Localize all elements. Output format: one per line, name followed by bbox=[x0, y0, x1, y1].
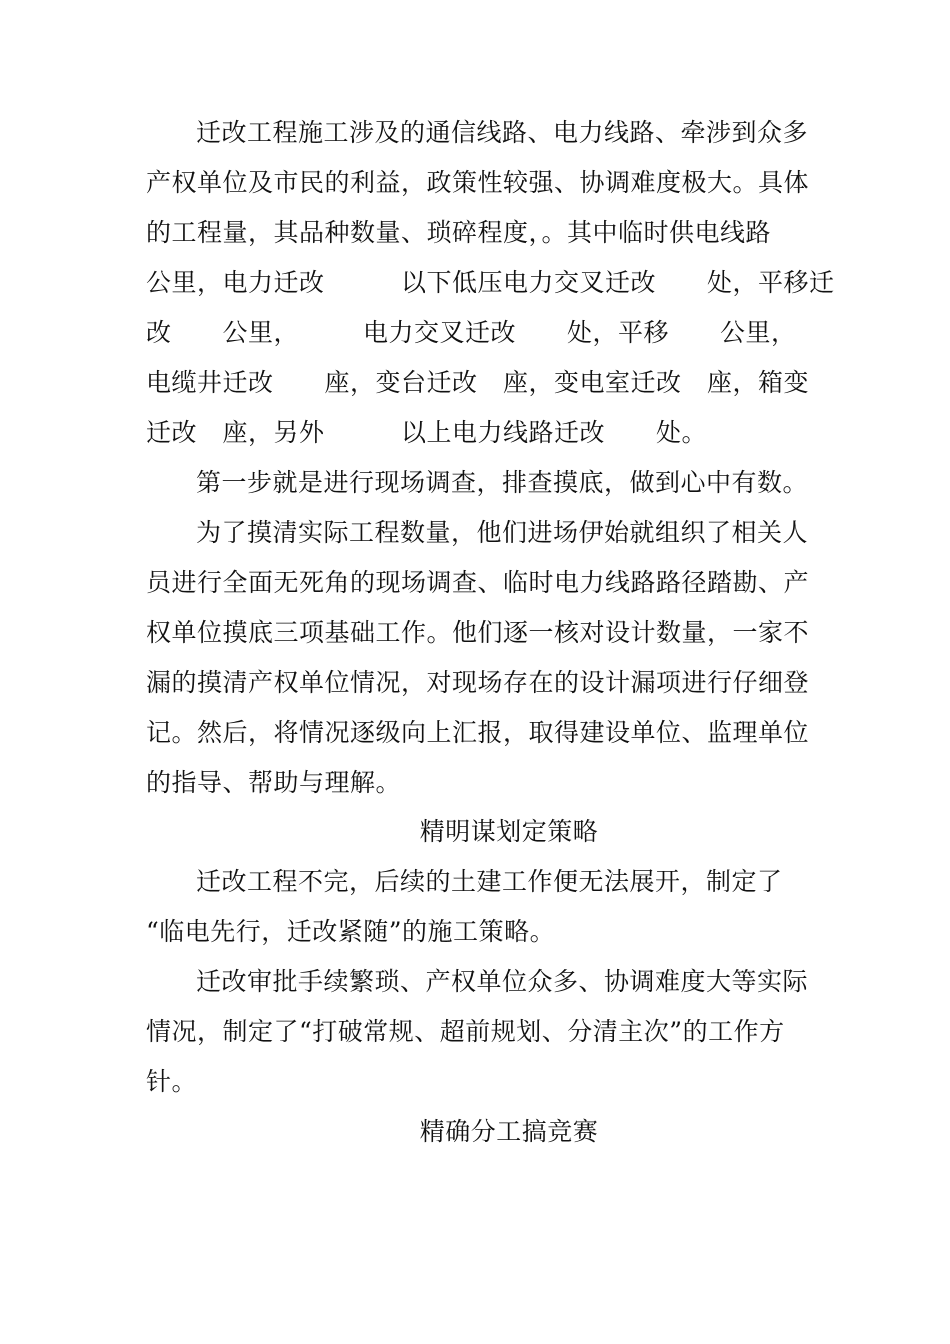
text-line: 为了摸清实际工程数量，他们进场伊始就组织了相关人 bbox=[196, 518, 809, 547]
text-line: 产权单位及市民的利益，政策性较强、协调难度极大。具体 bbox=[146, 168, 810, 197]
text-line: 权单位摸底三项基础工作。他们逐一核对设计数量，一家不 bbox=[146, 618, 810, 647]
text-line: 电缆井迁改 座，变台迁改 座，变电室迁改 座，箱变 bbox=[146, 368, 810, 397]
text-line: 迁改工程不完，后续的土建工作便无法展开，制定了 bbox=[196, 867, 783, 896]
text-line: 改 公里， 电力交叉迁改 处，平移 公里， bbox=[146, 318, 797, 347]
text-line: 迁改 座，另外 以上电力线路迁改 处。 bbox=[146, 418, 708, 447]
text-line: 公里，电力迁改 以下低压电力交叉迁改 处，平移迁 bbox=[146, 268, 835, 297]
text-line: 员进行全面无死角的现场调查、临时电力线路路径踏勘、产 bbox=[146, 568, 810, 597]
text-line: “临电先行，迁改紧随”的施工策略。 bbox=[146, 917, 556, 946]
text-line: 记。然后，将情况逐级向上汇报，取得建设单位、监理单位 bbox=[146, 718, 810, 747]
section-heading: 精明谋划定策略 bbox=[419, 817, 599, 846]
text-line: 漏的摸清产权单位情况，对现场存在的设计漏项进行仔细登 bbox=[146, 668, 810, 697]
text-line: 迁改审批手续繁琐、产权单位众多、协调难度大等实际 bbox=[196, 967, 809, 996]
text-line: 的工程量，其品种数量、琐碎程度，。其中临时供电线路 bbox=[146, 218, 772, 247]
text-line: 情况，制定了“打破常规、超前规划、分清主次”的工作方 bbox=[146, 1017, 785, 1046]
section-heading: 精确分工搞竞赛 bbox=[419, 1117, 599, 1146]
text-line: 的指导、帮助与理解。 bbox=[146, 768, 402, 797]
text-line: 第一步就是进行现场调查，排查摸底，做到心中有数。 bbox=[196, 468, 809, 497]
text-line: 迁改工程施工涉及的通信线路、电力线路、牵涉到众多 bbox=[196, 118, 809, 147]
text-line: 针。 bbox=[146, 1067, 198, 1096]
